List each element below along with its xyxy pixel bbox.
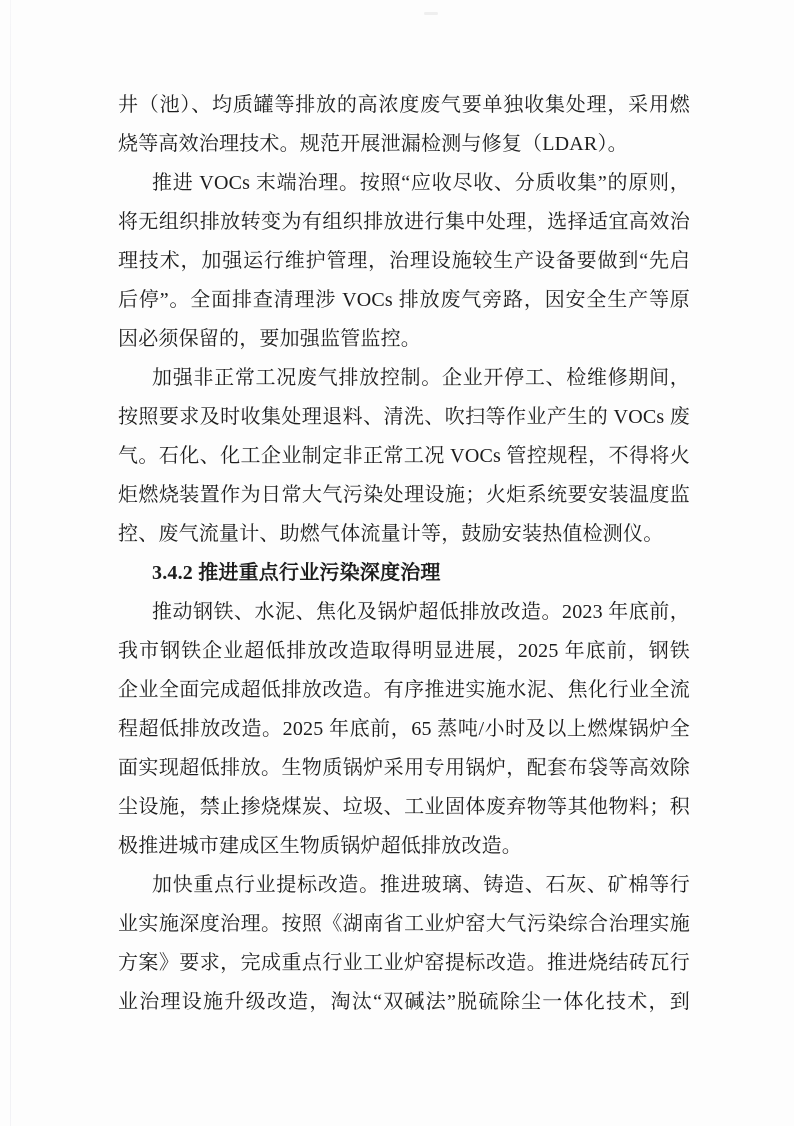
text-line: 方案》要求，完成重点行业工业炉窑提标改造。推进烧结砖瓦行 (118, 952, 690, 974)
text-line: 烧等高效治理技术。规范开展泄漏检测与修复（LDAR）。 (118, 133, 628, 155)
text-line: 尘设施，禁止掺烧煤炭、垃圾、工业固体废弃物等其他物料；积 (118, 796, 690, 818)
scan-artifact-left-edge (10, 0, 11, 1126)
scan-artifact-smudge (424, 12, 438, 15)
text-line: 业治理设施升级改造，淘汰“双碱法”脱硫除尘一体化技术，到 (118, 991, 690, 1013)
text-line: 极推进城市建成区生物质锅炉超低排放改造。 (118, 835, 522, 857)
text-line: 因必须保留的，要加强监管监控。 (118, 328, 421, 350)
text-line: 程超低排放改造。2025 年底前，65 蒸吨/小时及以上燃煤锅炉全 (118, 718, 690, 740)
text-line: 炬燃烧装置作为日常大气污染处理设施；火炬系统要安装温度监 (118, 484, 690, 506)
text-line: 理技术，加强运行维护管理，治理设施较生产设备要做到“先启 (118, 250, 690, 272)
text-line: 气。石化、化工企业制定非正常工况 VOCs 管控规程，不得将火 (118, 445, 690, 467)
section-heading: 3.4.2 推进重点行业污染深度治理 (152, 562, 441, 584)
text-line: 井（池）、均质罐等排放的高浓度废气要单独收集处理，采用燃 (118, 94, 690, 116)
text-line: 后停”。全面排查清理涉 VOCs 排放废气旁路，因安全生产等原 (118, 289, 690, 311)
text-line: 将无组织排放转变为有组织排放进行集中处理，选择适宜高效治 (118, 211, 690, 233)
text-line: 企业全面完成超低排放改造。有序推进实施水泥、焦化行业全流 (118, 679, 690, 701)
text-line: 按照要求及时收集处理退料、清洗、吹扫等作业产生的 VOCs 废 (118, 406, 690, 428)
text-line: 加快重点行业提标改造。推进玻璃、铸造、石灰、矿棉等行 (152, 874, 690, 896)
text-line: 业实施深度治理。按照《湖南省工业炉窑大气污染综合治理实施 (118, 913, 690, 935)
text-line: 面实现超低排放。生物质锅炉采用专用锅炉，配套布袋等高效除 (118, 757, 690, 779)
text-line: 我市钢铁企业超低排放改造取得明显进展，2025 年底前，钢铁 (118, 640, 690, 662)
document-body (118, 86, 690, 1022)
text-line: 加强非正常工况废气排放控制。企业开停工、检维修期间， (152, 367, 690, 389)
text-line: 推进 VOCs 末端治理。按照“应收尽收、分质收集”的原则， (152, 172, 690, 194)
text-line: 推动钢铁、水泥、焦化及锅炉超低排放改造。2023 年底前， (152, 601, 690, 623)
text-line: 控、废气流量计、助燃气体流量计等，鼓励安装热值检测仪。 (118, 523, 664, 545)
